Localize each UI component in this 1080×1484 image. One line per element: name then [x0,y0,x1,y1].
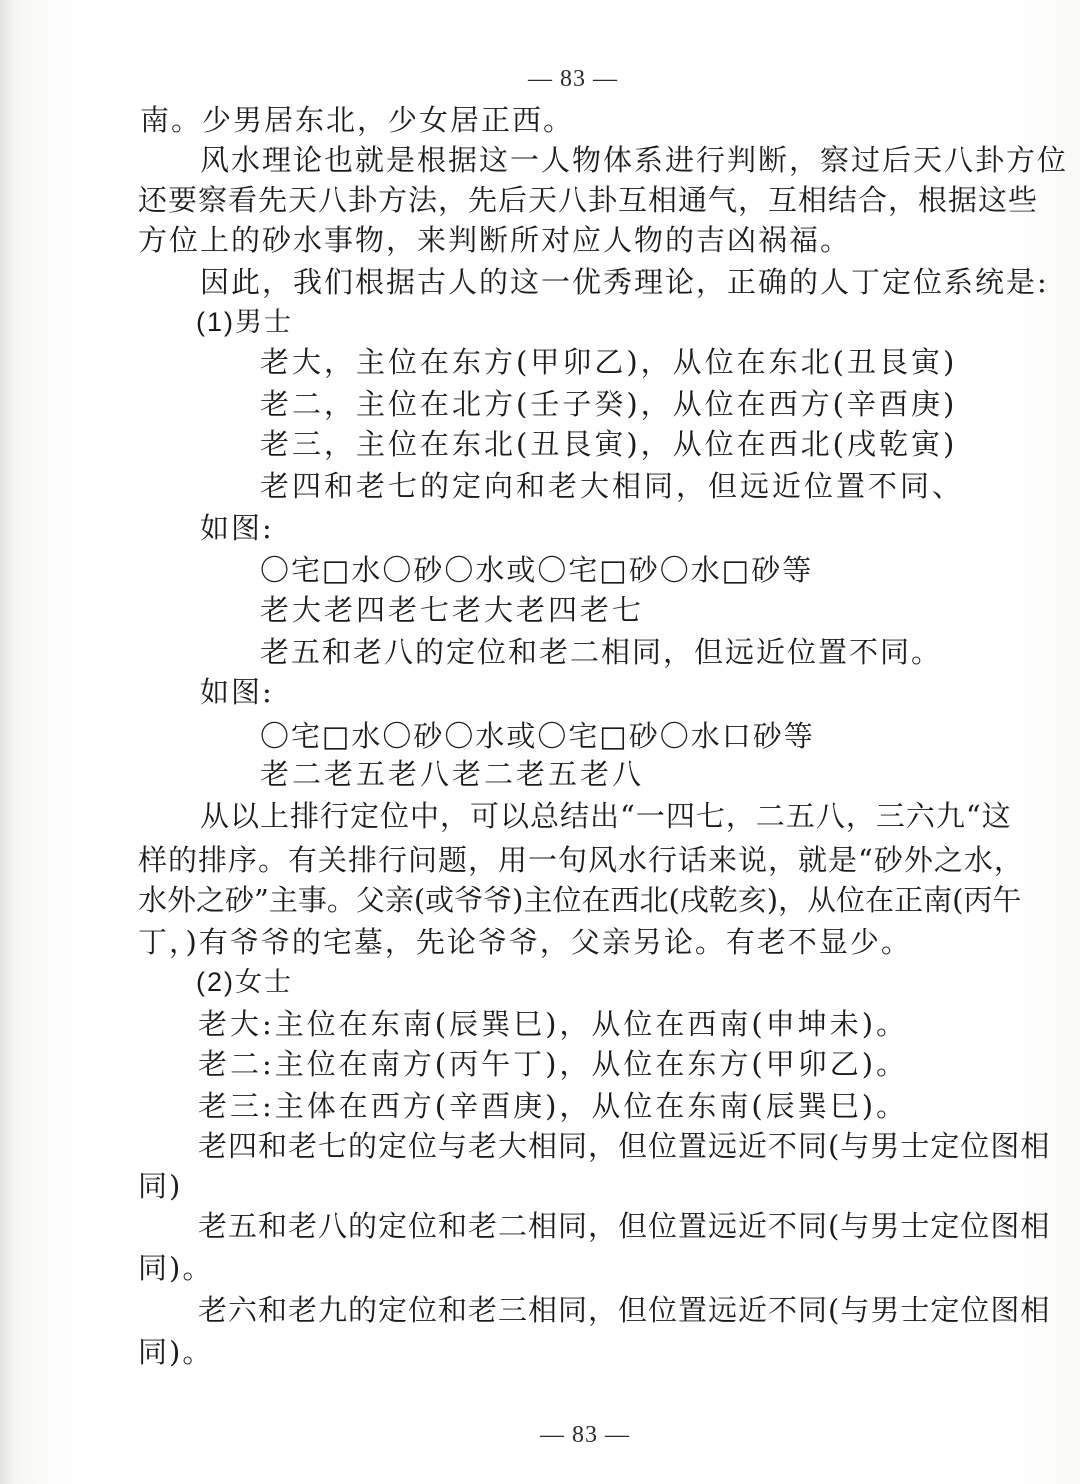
section-heading-men: (1)男士 [196,307,293,337]
figure-label: 如图: [200,511,274,545]
text-line: 老五和老八的定位和老二相同，但位置远近不同(与男士定位图相 [198,1209,1051,1243]
text-line: 南。少男居东北，少女居正西。 [140,103,575,137]
text-line: 样的排序。有关排行问题，用一句风水行话来说，就是“砂外之水， [138,843,1024,877]
text-line: 因此，我们根据古人的这一优秀理论，正确的人丁定位系统是: [200,265,1049,299]
list-item: 老大，主位在东方(甲卯乙)，从位在东北(丑艮寅) [260,345,958,379]
text-line: 还要察看先天八卦方法，先后天八卦互相通气，互相结合，根据这些 [138,183,1039,217]
text-line: 老五和老八的定位和老二相同，但远近位置不同。 [260,635,943,669]
list-item: 老四和老七的定向和老大相同，但远近位置不同、 [260,469,965,503]
figure-sequence: 〇宅□水〇砂〇水或〇宅□砂〇水口砂等 [260,719,815,753]
text-line: 丁，)有爷爷的宅墓，先论爷爷，父亲另论。有老不显少。 [138,925,912,959]
list-item: 老二，主位在北方(壬子癸)，从位在西方(辛酉庚) [260,387,958,421]
text-line: 老四和老七的定位与老大相同，但位置远近不同(与男士定位图相 [198,1129,1051,1163]
text-line: 从以上排行定位中，可以总结出“一四七，二五八，三六九“这 [200,799,1012,833]
text-line: 同)。 [138,1251,214,1285]
text-line: 水外之砂”主事。父亲(或爷爷)主位在西北(戌乾亥)，从位在正南(丙午 [138,883,1022,917]
text-line: 方位上的砂水事物，来判断所对应人物的吉凶祸福。 [138,223,852,257]
list-item: 老二:主位在南方(丙午丁)，从位在东方(甲卯乙)。 [198,1047,909,1081]
scan-shadow-edge [0,0,14,1484]
list-item: 老大:主位在东南(辰巽巳)，从位在西南(申坤未)。 [198,1007,909,1041]
text-line: 老六和老九的定位和老三相同，但位置远近不同(与男士定位图相 [198,1293,1051,1327]
figure-sequence: 老二老五老八老二老五老八 [260,757,645,791]
list-item: 老三，主位在东北(丑艮寅)，从位在西北(戌乾寅) [260,427,958,461]
section-heading-women: (2)女士 [196,967,293,997]
page-number-top: — 83 — [528,66,618,92]
figure-sequence: 老大老四老七老大老四老七 [260,593,645,627]
text-line: 风水理论也就是根据这一人物体系进行判断，察过后天八卦方位 [200,143,1069,177]
page-number-bottom: — 83 — [540,1422,630,1448]
text-line: 同) [138,1169,183,1203]
list-item: 老三:主体在西方(辛酉庚)，从位在东南(辰巽巳)。 [198,1089,909,1123]
figure-label: 如图: [200,675,274,709]
text-line: 同)。 [138,1335,214,1369]
figure-sequence: 〇宅□水〇砂〇水或〇宅□砂〇水□砂等 [260,553,814,587]
